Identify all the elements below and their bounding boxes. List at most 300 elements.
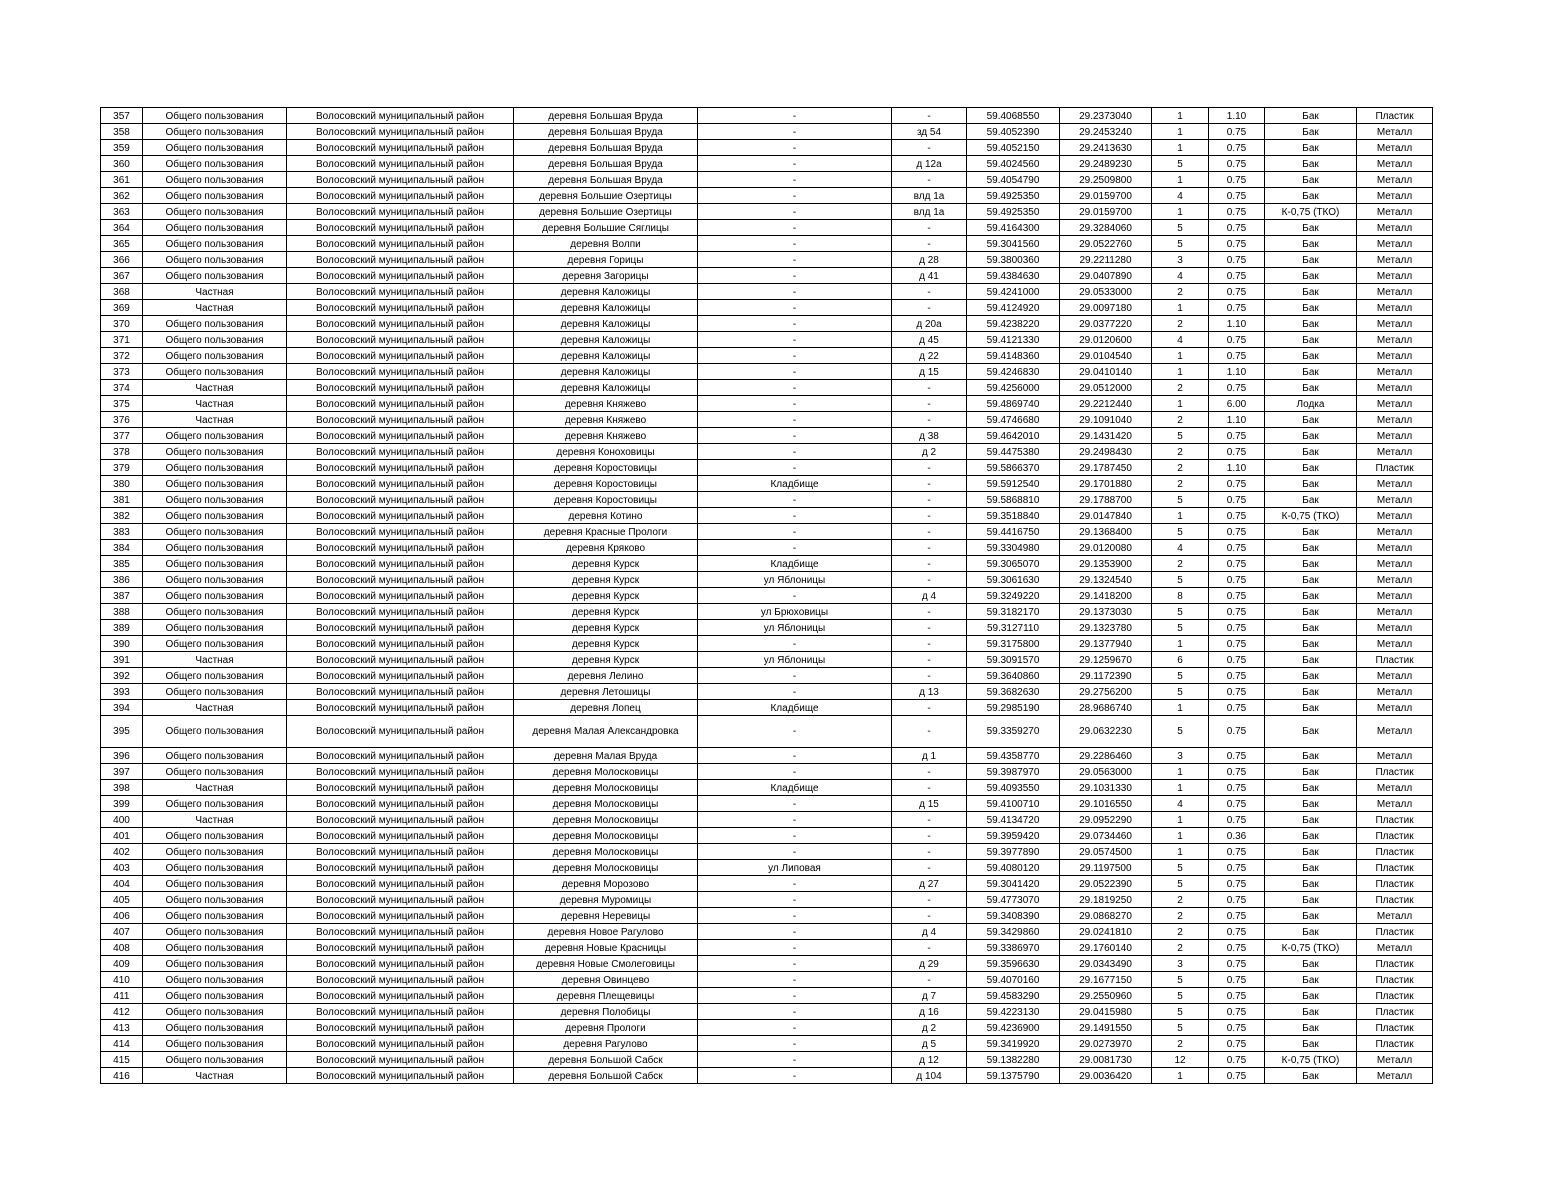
latitude-cell: 59.4475380	[967, 444, 1060, 460]
latitude-cell: 59.4070160	[967, 972, 1060, 988]
street-cell: -	[698, 956, 892, 972]
settlement-cell: деревня Полобицы	[514, 1004, 698, 1020]
latitude-cell: 59.3091570	[967, 652, 1060, 668]
material-cell: Металл	[1357, 236, 1433, 252]
container-type-cell: К-0,75 (ТКО)	[1265, 1052, 1357, 1068]
latitude-cell: 59.4052150	[967, 140, 1060, 156]
longitude-cell: 29.0734460	[1060, 828, 1152, 844]
latitude-cell: 59.4080120	[967, 860, 1060, 876]
settlement-cell: деревня Новые Красницы	[514, 940, 698, 956]
district-cell: Волосовский муниципальный район	[287, 1052, 514, 1068]
longitude-cell: 29.2498430	[1060, 444, 1152, 460]
ownership-cell: Общего пользования	[143, 972, 287, 988]
material-cell: Металл	[1357, 300, 1433, 316]
district-cell: Волосовский муниципальный район	[287, 556, 514, 572]
latitude-cell: 59.3682630	[967, 684, 1060, 700]
house-cell: -	[892, 636, 967, 652]
district-cell: Волосовский муниципальный район	[287, 524, 514, 540]
material-cell: Металл	[1357, 156, 1433, 172]
longitude-cell: 29.0868270	[1060, 908, 1152, 924]
longitude-cell: 29.0410140	[1060, 364, 1152, 380]
container-count-cell: 2	[1152, 892, 1209, 908]
row-number-cell: 400	[101, 812, 143, 828]
street-cell: -	[698, 220, 892, 236]
house-cell: -	[892, 572, 967, 588]
container-volume-cell: 0.75	[1209, 924, 1265, 940]
row-number-cell: 378	[101, 444, 143, 460]
longitude-cell: 29.1091040	[1060, 412, 1152, 428]
settlement-cell: деревня Молосковицы	[514, 860, 698, 876]
settlement-cell: деревня Лелино	[514, 668, 698, 684]
settlement-cell: деревня Каложицы	[514, 300, 698, 316]
container-count-cell: 1	[1152, 636, 1209, 652]
street-cell: -	[698, 796, 892, 812]
table-row	[101, 508, 1433, 524]
container-count-cell: 5	[1152, 972, 1209, 988]
material-cell: Металл	[1357, 588, 1433, 604]
house-cell: -	[892, 412, 967, 428]
table-row	[101, 540, 1433, 556]
street-cell: -	[698, 460, 892, 476]
settlement-cell: деревня Коростовицы	[514, 476, 698, 492]
street-cell: -	[698, 1052, 892, 1068]
material-cell: Металл	[1357, 796, 1433, 812]
container-volume-cell: 0.75	[1209, 492, 1265, 508]
street-cell: -	[698, 508, 892, 524]
container-type-cell: Бак	[1265, 140, 1357, 156]
district-cell: Волосовский муниципальный район	[287, 796, 514, 812]
ownership-cell: Общего пользования	[143, 604, 287, 620]
street-cell: -	[698, 364, 892, 380]
container-count-cell: 12	[1152, 1052, 1209, 1068]
table-row	[101, 252, 1433, 268]
house-cell: -	[892, 716, 967, 748]
material-cell: Пластик	[1357, 812, 1433, 828]
row-number-cell: 390	[101, 636, 143, 652]
longitude-cell: 29.1760140	[1060, 940, 1152, 956]
district-cell: Волосовский муниципальный район	[287, 364, 514, 380]
longitude-cell: 29.2489230	[1060, 156, 1152, 172]
house-cell: -	[892, 844, 967, 860]
longitude-cell: 29.1787450	[1060, 460, 1152, 476]
latitude-cell: 59.3429860	[967, 924, 1060, 940]
table-row	[101, 108, 1433, 124]
row-number-cell: 373	[101, 364, 143, 380]
settlement-cell: деревня Морозово	[514, 876, 698, 892]
district-cell: Волосовский муниципальный район	[287, 316, 514, 332]
district-cell: Волосовский муниципальный район	[287, 748, 514, 764]
container-count-cell: 5	[1152, 988, 1209, 1004]
latitude-cell: 59.4068550	[967, 108, 1060, 124]
district-cell: Волосовский муниципальный район	[287, 268, 514, 284]
container-type-cell: Бак	[1265, 764, 1357, 780]
street-cell: -	[698, 444, 892, 460]
district-cell: Волосовский муниципальный район	[287, 188, 514, 204]
material-cell: Металл	[1357, 364, 1433, 380]
table-row	[101, 1020, 1433, 1036]
latitude-cell: 59.3518840	[967, 508, 1060, 524]
table-row	[101, 908, 1433, 924]
latitude-cell: 59.3419920	[967, 1036, 1060, 1052]
material-cell: Металл	[1357, 524, 1433, 540]
longitude-cell: 29.2453240	[1060, 124, 1152, 140]
house-cell: -	[892, 812, 967, 828]
container-type-cell: Бак	[1265, 588, 1357, 604]
latitude-cell: 59.3127110	[967, 620, 1060, 636]
ownership-cell: Общего пользования	[143, 860, 287, 876]
table-row	[101, 780, 1433, 796]
district-cell: Волосовский муниципальный район	[287, 716, 514, 748]
ownership-cell: Общего пользования	[143, 588, 287, 604]
longitude-cell: 29.2286460	[1060, 748, 1152, 764]
ownership-cell: Общего пользования	[143, 348, 287, 364]
latitude-cell: 59.3041420	[967, 876, 1060, 892]
longitude-cell: 29.0533000	[1060, 284, 1152, 300]
row-number-cell: 404	[101, 876, 143, 892]
row-number-cell: 387	[101, 588, 143, 604]
container-type-cell: Бак	[1265, 124, 1357, 140]
longitude-cell: 29.0036420	[1060, 1068, 1152, 1084]
latitude-cell: 59.3304980	[967, 540, 1060, 556]
container-type-cell: Бак	[1265, 524, 1357, 540]
container-count-cell: 1	[1152, 764, 1209, 780]
settlement-cell: деревня Малая Вруда	[514, 748, 698, 764]
container-volume-cell: 0.75	[1209, 700, 1265, 716]
latitude-cell: 59.3640860	[967, 668, 1060, 684]
house-cell: зд 54	[892, 124, 967, 140]
container-count-cell: 2	[1152, 476, 1209, 492]
table-row	[101, 588, 1433, 604]
ownership-cell: Общего пользования	[143, 668, 287, 684]
ownership-cell: Общего пользования	[143, 140, 287, 156]
house-cell: д 104	[892, 1068, 967, 1084]
container-volume-cell: 0.75	[1209, 140, 1265, 156]
district-cell: Волосовский муниципальный район	[287, 1036, 514, 1052]
row-number-cell: 405	[101, 892, 143, 908]
container-count-cell: 5	[1152, 156, 1209, 172]
house-cell: -	[892, 892, 967, 908]
ownership-cell: Частная	[143, 284, 287, 300]
street-cell: -	[698, 300, 892, 316]
table-row	[101, 492, 1433, 508]
settlement-cell: деревня Курск	[514, 556, 698, 572]
container-count-cell: 5	[1152, 860, 1209, 876]
house-cell: -	[892, 700, 967, 716]
settlement-cell: деревня Большой Сабск	[514, 1068, 698, 1084]
latitude-cell: 59.4164300	[967, 220, 1060, 236]
container-volume-cell: 0.75	[1209, 508, 1265, 524]
container-volume-cell: 1.10	[1209, 316, 1265, 332]
district-cell: Волосовский муниципальный район	[287, 604, 514, 620]
container-type-cell: Бак	[1265, 780, 1357, 796]
ownership-cell: Общего пользования	[143, 844, 287, 860]
latitude-cell: 59.3977890	[967, 844, 1060, 860]
settlement-cell: деревня Каложицы	[514, 364, 698, 380]
container-type-cell: Бак	[1265, 636, 1357, 652]
material-cell: Металл	[1357, 700, 1433, 716]
ownership-cell: Общего пользования	[143, 540, 287, 556]
street-cell: -	[698, 156, 892, 172]
table-row	[101, 700, 1433, 716]
table-row	[101, 476, 1433, 492]
row-number-cell: 403	[101, 860, 143, 876]
settlement-cell: деревня Овинцево	[514, 972, 698, 988]
table-row	[101, 172, 1433, 188]
street-cell: ул Брюховицы	[698, 604, 892, 620]
row-number-cell: 380	[101, 476, 143, 492]
district-cell: Волосовский муниципальный район	[287, 1004, 514, 1020]
row-number-cell: 395	[101, 716, 143, 748]
container-volume-cell: 0.75	[1209, 220, 1265, 236]
material-cell: Металл	[1357, 316, 1433, 332]
container-type-cell: Бак	[1265, 700, 1357, 716]
latitude-cell: 59.5866370	[967, 460, 1060, 476]
material-cell: Металл	[1357, 412, 1433, 428]
street-cell: -	[698, 540, 892, 556]
street-cell: Кладбище	[698, 700, 892, 716]
ownership-cell: Частная	[143, 700, 287, 716]
street-cell: -	[698, 828, 892, 844]
settlement-cell: деревня Курск	[514, 572, 698, 588]
settlement-cell: деревня Большие Озертицы	[514, 204, 698, 220]
container-type-cell: Бак	[1265, 684, 1357, 700]
house-cell: влд 1а	[892, 188, 967, 204]
container-count-cell: 1	[1152, 700, 1209, 716]
container-type-cell: Бак	[1265, 284, 1357, 300]
house-cell: д 45	[892, 332, 967, 348]
district-cell: Волосовский муниципальный район	[287, 284, 514, 300]
street-cell: -	[698, 1004, 892, 1020]
container-volume-cell: 0.75	[1209, 636, 1265, 652]
material-cell: Пластик	[1357, 876, 1433, 892]
material-cell: Металл	[1357, 508, 1433, 524]
longitude-cell: 29.0407890	[1060, 268, 1152, 284]
container-volume-cell: 0.75	[1209, 780, 1265, 796]
latitude-cell: 59.4773070	[967, 892, 1060, 908]
container-volume-cell: 0.75	[1209, 172, 1265, 188]
container-volume-cell: 0.75	[1209, 652, 1265, 668]
ownership-cell: Общего пользования	[143, 572, 287, 588]
settlement-cell: деревня Молосковицы	[514, 764, 698, 780]
longitude-cell: 29.0159700	[1060, 188, 1152, 204]
ownership-cell: Общего пользования	[143, 268, 287, 284]
table-row	[101, 828, 1433, 844]
district-cell: Волосовский муниципальный район	[287, 1020, 514, 1036]
house-cell: д 7	[892, 988, 967, 1004]
container-type-cell: К-0,75 (ТКО)	[1265, 940, 1357, 956]
row-number-cell: 394	[101, 700, 143, 716]
latitude-cell: 59.4148360	[967, 348, 1060, 364]
table-row	[101, 428, 1433, 444]
longitude-cell: 29.1377940	[1060, 636, 1152, 652]
row-number-cell: 366	[101, 252, 143, 268]
material-cell: Металл	[1357, 1052, 1433, 1068]
latitude-cell: 59.4052390	[967, 124, 1060, 140]
settlement-cell: деревня Большая Вруда	[514, 156, 698, 172]
container-volume-cell: 0.75	[1209, 300, 1265, 316]
latitude-cell: 59.4054790	[967, 172, 1060, 188]
longitude-cell: 29.1677150	[1060, 972, 1152, 988]
container-count-cell: 5	[1152, 604, 1209, 620]
row-number-cell: 364	[101, 220, 143, 236]
house-cell: -	[892, 476, 967, 492]
house-cell: д 16	[892, 1004, 967, 1020]
row-number-cell: 362	[101, 188, 143, 204]
longitude-cell: 29.1701880	[1060, 476, 1152, 492]
table-row	[101, 620, 1433, 636]
ownership-cell: Общего пользования	[143, 428, 287, 444]
container-type-cell: Бак	[1265, 460, 1357, 476]
settlement-cell: деревня Коростовицы	[514, 460, 698, 476]
container-type-cell: Бак	[1265, 652, 1357, 668]
container-volume-cell: 0.75	[1209, 876, 1265, 892]
street-cell: -	[698, 876, 892, 892]
longitude-cell: 29.0147840	[1060, 508, 1152, 524]
settlement-cell: деревня Котино	[514, 508, 698, 524]
house-cell: -	[892, 300, 967, 316]
district-cell: Волосовский муниципальный район	[287, 844, 514, 860]
material-cell: Металл	[1357, 140, 1433, 156]
table-row	[101, 684, 1433, 700]
container-type-cell: Бак	[1265, 540, 1357, 556]
street-cell: -	[698, 140, 892, 156]
latitude-cell: 59.4869740	[967, 396, 1060, 412]
settlement-cell: деревня Кряково	[514, 540, 698, 556]
house-cell: -	[892, 396, 967, 412]
district-cell: Волосовский муниципальный район	[287, 252, 514, 268]
house-cell: д 12	[892, 1052, 967, 1068]
house-cell: д 41	[892, 268, 967, 284]
latitude-cell: 59.4384630	[967, 268, 1060, 284]
latitude-cell: 59.2985190	[967, 700, 1060, 716]
container-count-cell: 5	[1152, 684, 1209, 700]
material-cell: Металл	[1357, 684, 1433, 700]
ownership-cell: Общего пользования	[143, 940, 287, 956]
container-type-cell: Бак	[1265, 572, 1357, 588]
longitude-cell: 29.1373030	[1060, 604, 1152, 620]
street-cell: Кладбище	[698, 476, 892, 492]
container-type-cell: Бак	[1265, 172, 1357, 188]
row-number-cell: 412	[101, 1004, 143, 1020]
ownership-cell: Общего пользования	[143, 1004, 287, 1020]
container-count-cell: 1	[1152, 364, 1209, 380]
container-type-cell: Бак	[1265, 892, 1357, 908]
row-number-cell: 357	[101, 108, 143, 124]
container-count-cell: 2	[1152, 444, 1209, 460]
house-cell: д 22	[892, 348, 967, 364]
container-count-cell: 2	[1152, 380, 1209, 396]
settlement-cell: деревня Новые Смолеговицы	[514, 956, 698, 972]
settlement-cell: деревня Большие Сяглицы	[514, 220, 698, 236]
house-cell: -	[892, 172, 967, 188]
table-row	[101, 796, 1433, 812]
district-cell: Волосовский муниципальный район	[287, 332, 514, 348]
container-volume-cell: 0.75	[1209, 796, 1265, 812]
table-row	[101, 844, 1433, 860]
longitude-cell: 29.0377220	[1060, 316, 1152, 332]
material-cell: Металл	[1357, 252, 1433, 268]
container-volume-cell: 0.75	[1209, 620, 1265, 636]
container-count-cell: 5	[1152, 1004, 1209, 1020]
material-cell: Металл	[1357, 348, 1433, 364]
container-type-cell: Бак	[1265, 380, 1357, 396]
container-count-cell: 5	[1152, 668, 1209, 684]
ownership-cell: Общего пользования	[143, 236, 287, 252]
row-number-cell: 402	[101, 844, 143, 860]
street-cell: -	[698, 812, 892, 828]
street-cell: -	[698, 940, 892, 956]
row-number-cell: 397	[101, 764, 143, 780]
container-type-cell: Бак	[1265, 332, 1357, 348]
house-cell: -	[892, 908, 967, 924]
longitude-cell: 29.0574500	[1060, 844, 1152, 860]
table-row	[101, 972, 1433, 988]
container-volume-cell: 0.75	[1209, 956, 1265, 972]
container-count-cell: 5	[1152, 876, 1209, 892]
row-number-cell: 392	[101, 668, 143, 684]
container-volume-cell: 0.75	[1209, 844, 1265, 860]
container-volume-cell: 0.75	[1209, 1068, 1265, 1084]
waste-sites-table	[100, 107, 1433, 1084]
district-cell: Волосовский муниципальный район	[287, 108, 514, 124]
row-number-cell: 379	[101, 460, 143, 476]
ownership-cell: Общего пользования	[143, 524, 287, 540]
row-number-cell: 407	[101, 924, 143, 940]
ownership-cell: Общего пользования	[143, 108, 287, 124]
latitude-cell: 59.3800360	[967, 252, 1060, 268]
district-cell: Волосовский муниципальный район	[287, 476, 514, 492]
material-cell: Пластик	[1357, 1004, 1433, 1020]
container-type-cell: Бак	[1265, 108, 1357, 124]
settlement-cell: деревня Курск	[514, 652, 698, 668]
settlement-cell: деревня Молосковицы	[514, 780, 698, 796]
container-count-cell: 2	[1152, 1036, 1209, 1052]
latitude-cell: 59.4642010	[967, 428, 1060, 444]
district-cell: Волосовский муниципальный район	[287, 988, 514, 1004]
row-number-cell: 360	[101, 156, 143, 172]
material-cell: Пластик	[1357, 956, 1433, 972]
house-cell: д 28	[892, 252, 967, 268]
row-number-cell: 398	[101, 780, 143, 796]
district-cell: Волосовский муниципальный район	[287, 908, 514, 924]
table-row	[101, 220, 1433, 236]
latitude-cell: 59.5912540	[967, 476, 1060, 492]
container-type-cell: Бак	[1265, 1036, 1357, 1052]
house-cell: -	[892, 604, 967, 620]
ownership-cell: Частная	[143, 380, 287, 396]
table-row	[101, 1068, 1433, 1084]
ownership-cell: Частная	[143, 652, 287, 668]
district-cell: Волосовский муниципальный район	[287, 572, 514, 588]
longitude-cell: 29.2509800	[1060, 172, 1152, 188]
ownership-cell: Общего пользования	[143, 716, 287, 748]
longitude-cell: 29.1819250	[1060, 892, 1152, 908]
house-cell: -	[892, 652, 967, 668]
ownership-cell: Общего пользования	[143, 252, 287, 268]
settlement-cell: деревня Большая Вруда	[514, 140, 698, 156]
container-volume-cell: 6.00	[1209, 396, 1265, 412]
row-number-cell: 369	[101, 300, 143, 316]
row-number-cell: 399	[101, 796, 143, 812]
district-cell: Волосовский муниципальный район	[287, 124, 514, 140]
row-number-cell: 413	[101, 1020, 143, 1036]
house-cell: д 2	[892, 1020, 967, 1036]
house-cell: д 4	[892, 588, 967, 604]
table-row	[101, 1052, 1433, 1068]
table-row	[101, 140, 1433, 156]
ownership-cell: Общего пользования	[143, 876, 287, 892]
street-cell: -	[698, 252, 892, 268]
